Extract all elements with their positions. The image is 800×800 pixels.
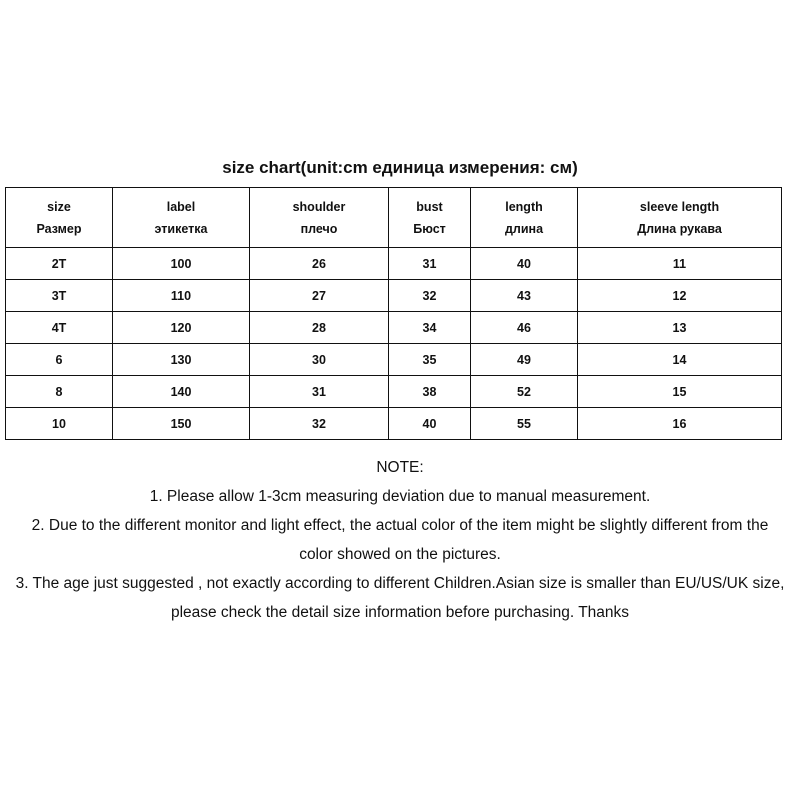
note-1: 1. Please allow 1-3cm measuring deviation due to manual measurement.: [149, 488, 651, 505]
note-2-line-1: 2. Due to the different monitor and light effect, the actual color of the item might be slightly different from the: [31, 517, 769, 534]
header-label-ru: этикетка: [154, 221, 208, 236]
cell-label: 110: [113, 280, 250, 312]
cell-shoulder: 31: [250, 376, 389, 408]
cell-size: 4T: [6, 312, 113, 344]
cell-shoulder: 30: [250, 344, 389, 376]
cell-sleeve-length: 11: [578, 248, 782, 280]
cell-shoulder: 28: [250, 312, 389, 344]
header-shoulder-en: shoulder: [292, 199, 346, 214]
header-size-en: size: [47, 199, 71, 214]
cell-shoulder: 27: [250, 280, 389, 312]
header-size-ru: Размер: [36, 221, 82, 236]
cell-shoulder: 32: [250, 408, 389, 440]
note-3-line-1: 3. The age just suggested , not exactly according to different Children.Asian size is smaller than EU/US/UK size,: [15, 575, 785, 592]
note-2-line-2: color showed on the pictures.: [299, 546, 501, 563]
cell-size: 2T: [6, 248, 113, 280]
cell-length: 46: [471, 312, 578, 344]
header-bust-en: bust: [416, 199, 443, 214]
header-length: [471, 188, 578, 248]
table-header-row: [6, 188, 782, 248]
header-label-en: label: [166, 199, 196, 214]
table-row: [6, 312, 782, 344]
cell-shoulder: 26: [250, 248, 389, 280]
table-row: [6, 344, 782, 376]
cell-size: 8: [6, 376, 113, 408]
header-length-en: length: [505, 199, 543, 214]
cell-length: 40: [471, 248, 578, 280]
header-size: [6, 188, 113, 248]
cell-sleeve-length: 13: [578, 312, 782, 344]
cell-size: 3T: [6, 280, 113, 312]
header-bust-ru: Бюст: [413, 221, 446, 236]
notes-heading: NOTE:: [376, 459, 424, 476]
cell-bust: 40: [389, 408, 471, 440]
cell-size: 6: [6, 344, 113, 376]
header-sleeve-length: [578, 188, 782, 248]
cell-label: 150: [113, 408, 250, 440]
cell-sleeve-length: 15: [578, 376, 782, 408]
table-row: [6, 248, 782, 280]
header-sleeve-length-ru: Длина рукава: [637, 221, 722, 236]
cell-bust: 31: [389, 248, 471, 280]
note-3-line-2: please check the detail size information before purchasing. Thanks: [170, 604, 630, 621]
cell-label: 130: [113, 344, 250, 376]
cell-bust: 34: [389, 312, 471, 344]
table-row: [6, 280, 782, 312]
header-shoulder-ru: плечо: [300, 221, 338, 236]
cell-label: 140: [113, 376, 250, 408]
chart-title: size chart(unit:cm единица измерения: см): [222, 158, 578, 177]
notes-section: [0, 453, 800, 627]
cell-size: 10: [6, 408, 113, 440]
header-length-ru: длина: [504, 221, 544, 236]
cell-label: 100: [113, 248, 250, 280]
cell-label: 120: [113, 312, 250, 344]
cell-sleeve-length: 12: [578, 280, 782, 312]
cell-bust: 35: [389, 344, 471, 376]
cell-length: 55: [471, 408, 578, 440]
cell-sleeve-length: 16: [578, 408, 782, 440]
cell-length: 43: [471, 280, 578, 312]
header-label: [113, 188, 250, 248]
cell-sleeve-length: 14: [578, 344, 782, 376]
cell-bust: 38: [389, 376, 471, 408]
header-bust: [389, 188, 471, 248]
cell-bust: 32: [389, 280, 471, 312]
table-row: [6, 408, 782, 440]
table-row: [6, 376, 782, 408]
size-chart-table: [5, 187, 782, 440]
cell-length: 49: [471, 344, 578, 376]
cell-length: 52: [471, 376, 578, 408]
header-shoulder: [250, 188, 389, 248]
header-sleeve-length-en: sleeve length: [639, 199, 720, 214]
